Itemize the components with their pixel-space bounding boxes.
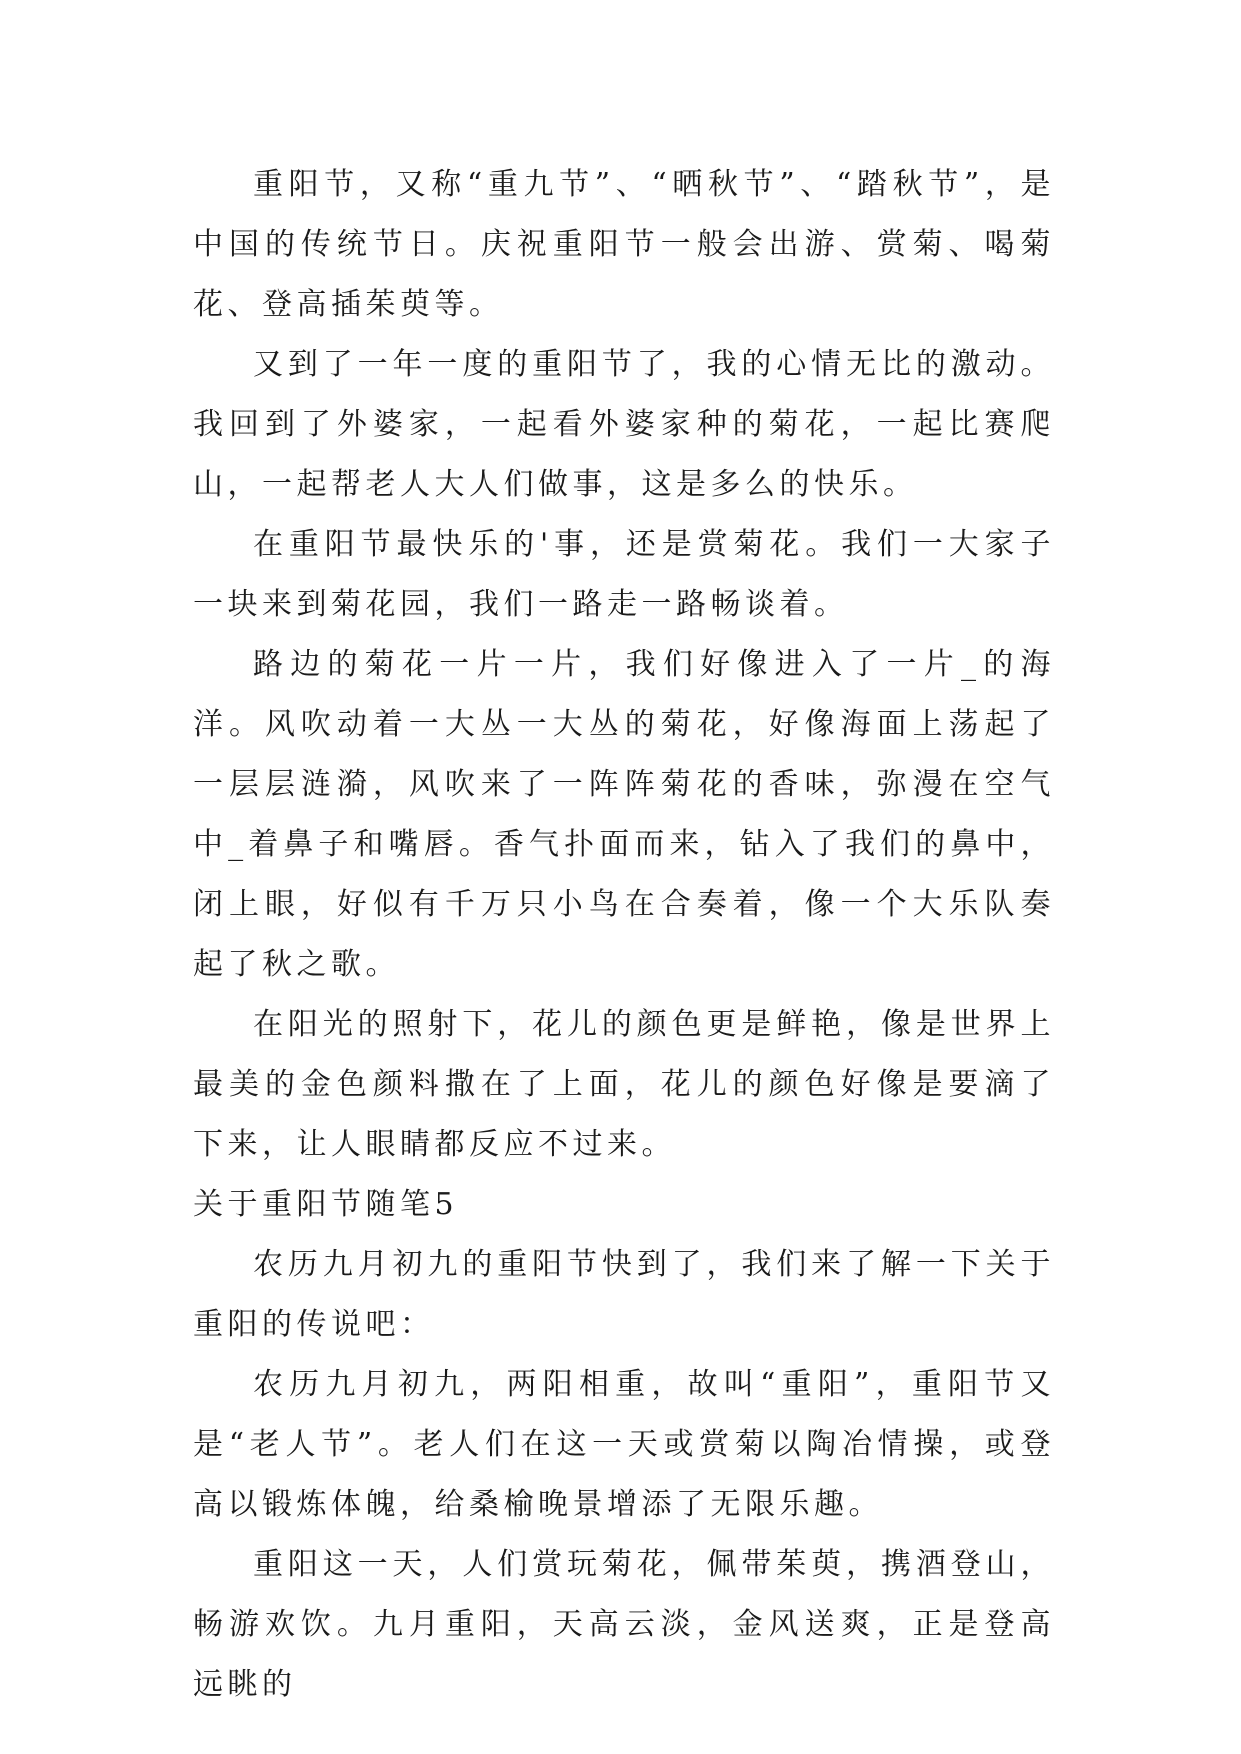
body-paragraph: 在重阳节最快乐的'事，还是赏菊花。我们一大家子一块来到菊花园，我们一路走一路畅谈着。: [193, 527, 1055, 622]
body-paragraph: 重阳节，又称“重九节”、“晒秋节”、“踏秋节”，是中国的传统节日。庆祝重阳节一般会出游、赏菊、喝菊花、登高插茱萸等。: [193, 167, 1055, 322]
body-paragraph: 农历九月初九的重阳节快到了，我们来了解一下关于重阳的传说吧：: [193, 1247, 1055, 1342]
body-paragraph: 重阳这一天，人们赏玩菊花，佩带茱萸，携酒登山，畅游欢饮。九月重阳，天高云淡，金风送爽，正是登高远眺的: [193, 1547, 1055, 1702]
document-page: [193, 155, 1055, 1715]
body-paragraph: 路边的菊花一片一片，我们好像进入了一片_的海洋。风吹动着一大丛一大丛的菊花，好像海面上荡起了一层层涟漪，风吹来了一阵阵菊花的香味，弥漫在空气中_着鼻子和嘴唇。香气扑面而来，钻入了我们的鼻中，闭上眼，好似有千万只小鸟在合奏着，像一个大乐队奏起了秋之歌。: [193, 647, 1055, 982]
body-paragraph: 又到了一年一度的重阳节了，我的心情无比的激动。我回到了外婆家，一起看外婆家种的菊花，一起比赛爬山，一起帮老人大人们做事，这是多么的快乐。: [193, 347, 1055, 502]
body-paragraph: 农历九月初九，两阳相重，故叫“重阳”，重阳节又是“老人节”。老人们在这一天或赏菊以陶冶情操，或登高以锻炼体魄，给桑榆晚景增添了无限乐趣。: [193, 1367, 1055, 1522]
body-paragraph: 在阳光的照射下，花儿的颜色更是鲜艳，像是世界上最美的金色颜料撒在了上面，花儿的颜色好像是要滴了下来，让人眼睛都反应不过来。: [193, 1007, 1055, 1162]
section-heading: 关于重阳节随笔5: [193, 1187, 459, 1222]
